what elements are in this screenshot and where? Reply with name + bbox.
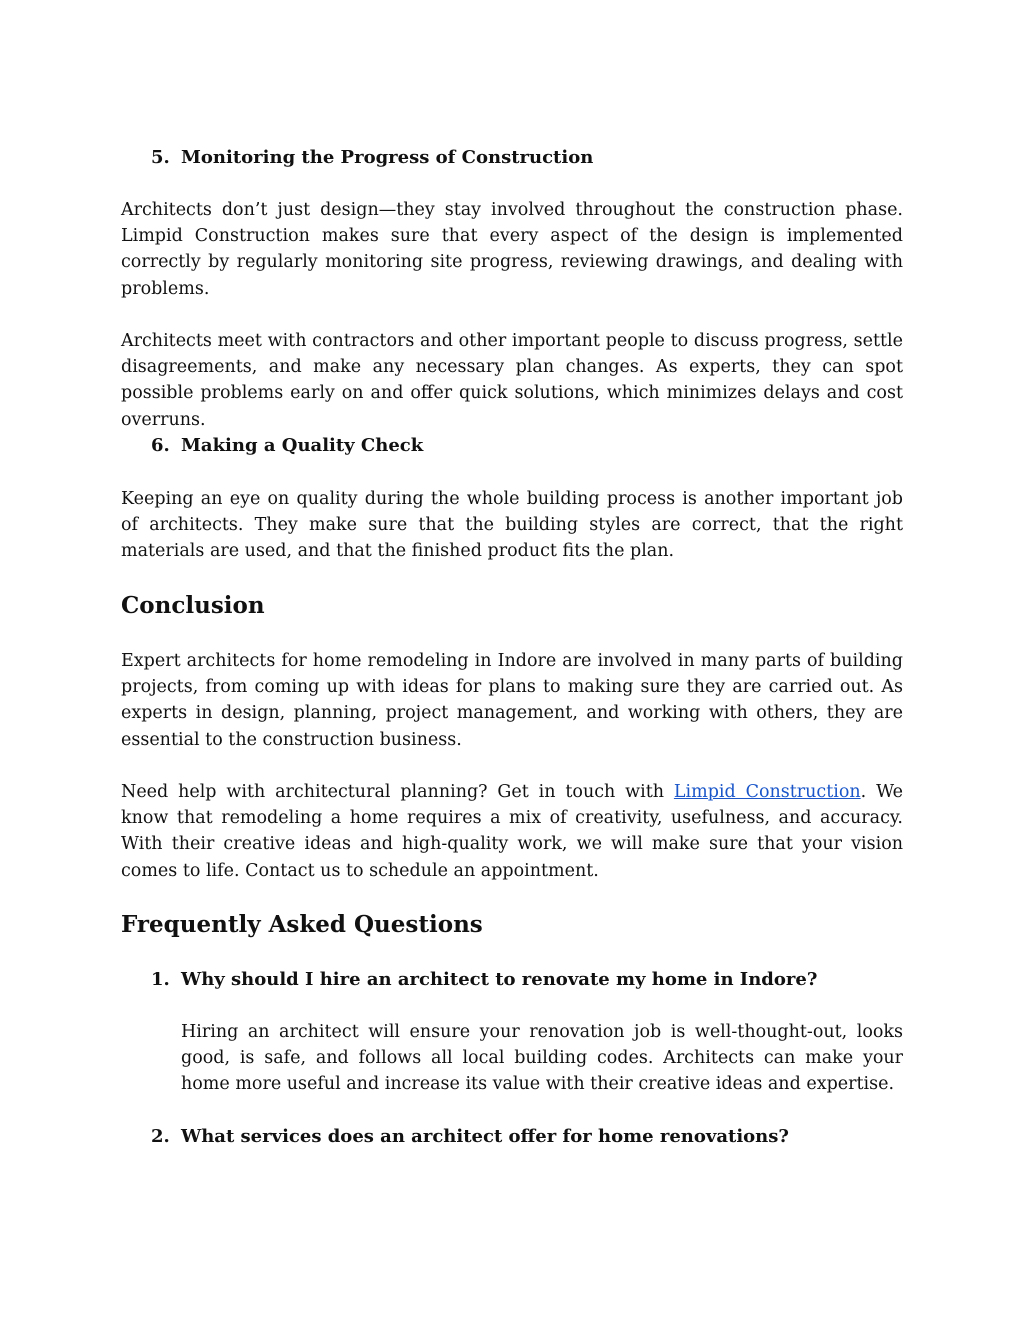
section-5-title: Monitoring the Progress of Construction <box>181 147 594 168</box>
section-5-heading <box>121 145 903 171</box>
conclusion-p2-after: . We know that remodeling a home requires a mix of creativity, usefulness, and accuracy. With their creative ideas and high-quality work, we will make sure that your vision comes to life. Contact us to schedule an appointment. <box>121 782 903 881</box>
faq-q1-number: 1. <box>151 969 170 990</box>
faq-q1-text: Why should I hire an architect to renovate my home in Indore? <box>181 969 818 990</box>
conclusion-paragraph-1: Expert architects for home remodeling in Indore are involved in many parts of building projects, from coming up with ideas for plans to making sure they are carried out. As experts in design, planning, project management, and working with others, they are essential to the construction business. <box>121 651 903 750</box>
section-6-paragraph-1: Keeping an eye on quality during the whole building process is another important job of architects. They make sure that the building styles are correct, that the right materials are used, and that the finished product fits the plan. <box>121 489 903 562</box>
limpid-construction-link[interactable]: Limpid Construction <box>673 782 861 802</box>
conclusion-p2-before: Need help with architectural planning? Get in touch with <box>121 782 674 802</box>
section-6-heading <box>121 433 903 459</box>
section-5-paragraph-2: Architects meet with contractors and other important people to discuss progress, settle disagreements, and make any necessary plan changes. As experts, they can spot possible problems early on and offer quick solutions, which minimizes delays and cost overruns. <box>121 331 903 430</box>
faq-heading: Frequently Asked Questions <box>121 911 483 938</box>
faq-q2-text: What services does an architect offer for home renovations? <box>181 1126 789 1147</box>
section-5-number: 5. <box>151 147 170 168</box>
section-5-paragraph-1: Architects don’t just design—they stay involved throughout the construction phase. Limpid Construction makes sure that every aspect of the design is implemented correctly by regularly monitoring site progress, reviewing drawings, and dealing with problems. <box>121 200 903 299</box>
faq-answer-1: Hiring an architect will ensure your renovation job is well-thought-out, looks good, is safe, and follows all local building codes. Architects can make your home more useful and increase its value with their creative ideas and expertise. <box>181 1022 903 1095</box>
conclusion-paragraph-2 <box>121 779 903 884</box>
faq-question-1 <box>121 967 903 993</box>
conclusion-heading: Conclusion <box>121 592 265 619</box>
section-6-title: Making a Quality Check <box>181 435 424 456</box>
section-6-number: 6. <box>151 435 170 456</box>
faq-q2-number: 2. <box>151 1126 170 1147</box>
faq-question-2 <box>121 1124 903 1150</box>
